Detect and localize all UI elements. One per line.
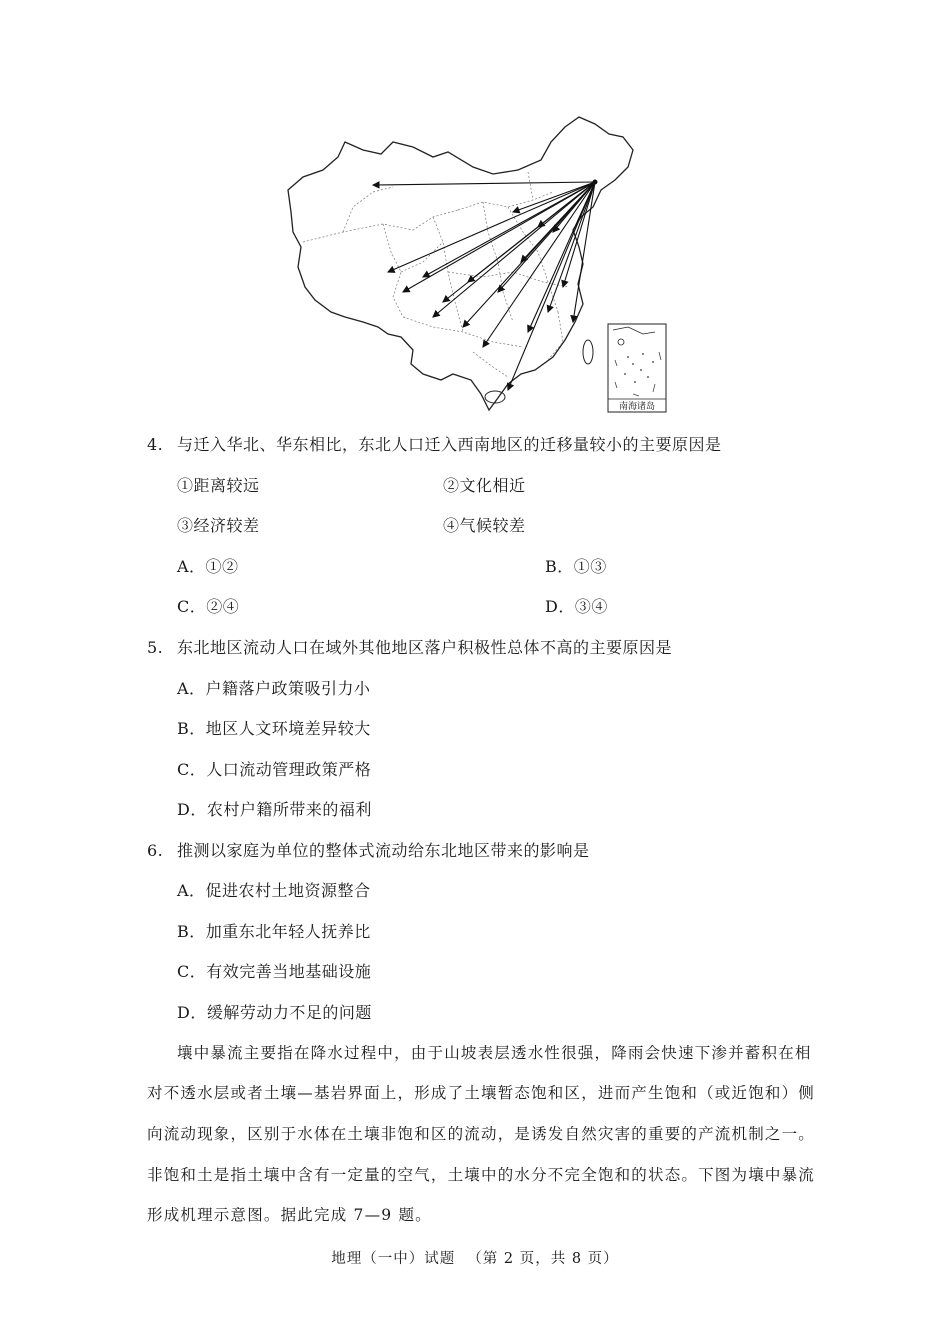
option-c[interactable]: C．有效完善当地基础设施 <box>177 962 372 981</box>
statement-3: ③经济较差 <box>177 516 260 535</box>
question-6-stem <box>147 838 590 861</box>
option-d[interactable]: D．农村户籍所带来的福利 <box>177 800 372 819</box>
passage-line-3: 向流动现象，区别于水体在土壤非饱和区的流动，是诱发自然灾害的重要的产流机制之一。 <box>147 1125 816 1143</box>
inset-label: 南海诸岛 <box>618 402 656 412</box>
question-number: 4. <box>147 435 164 454</box>
migration-map <box>283 112 673 417</box>
page-footer <box>0 1247 950 1268</box>
question-4-stem <box>147 432 722 455</box>
china-migration-map-svg <box>283 112 673 417</box>
option-a[interactable]: A．促进农村土地资源整合 <box>177 881 371 900</box>
option-c[interactable]: C．人口流动管理政策严格 <box>177 760 372 779</box>
question-text: 与迁入华北、华东相比，东北人口迁入西南地区的迁移量较小的主要原因是 <box>177 435 722 454</box>
passage-line-5: 形成机理示意图。据此完成 7—9 题。 <box>147 1206 432 1224</box>
option-d[interactable]: D．缓解劳动力不足的问题 <box>177 1003 372 1022</box>
china-outline <box>288 117 633 410</box>
option-a[interactable]: A．户籍落户政策吸引力小 <box>177 679 371 698</box>
option-b[interactable]: B．①③ <box>545 557 607 576</box>
question-text: 东北地区流动人口在域外其他地区落户积极性总体不高的主要原因是 <box>177 638 673 657</box>
question-number: 5. <box>147 638 164 657</box>
origin-point <box>593 180 598 185</box>
taiwan-island <box>583 340 593 364</box>
passage-line-2: 对不透水层或者土壤—基岩界面上，形成了土壤暂态饱和区，进而产生饱和（或近饱和）侧 <box>147 1084 816 1102</box>
footer-subject: 地理（一中）试题 <box>331 1251 456 1267</box>
option-a[interactable]: A．①② <box>177 557 239 576</box>
option-b[interactable]: B．加重东北年轻人抚养比 <box>177 922 371 941</box>
question-number: 6. <box>147 841 164 860</box>
option-b[interactable]: B．地区人文环境差异较大 <box>177 719 371 738</box>
question-text: 推测以家庭为单位的整体式流动给东北地区带来的影响是 <box>177 841 590 860</box>
statement-4: ④气候较差 <box>443 516 526 535</box>
south-china-sea-inset <box>608 324 666 412</box>
passage-line-1: 壤中暴流主要指在降水过程中，由于山坡表层透水性很强，降雨会快速下渗并蓄积在相 <box>177 1044 812 1062</box>
province-boundaries <box>303 172 568 377</box>
question-5-stem <box>147 635 672 658</box>
statement-2: ②文化相近 <box>443 476 526 495</box>
passage-line-4: 非饱和土是指土壤中含有一定量的空气，土壤中的水分不完全饱和的状态。下图为壤中暴流 <box>147 1166 816 1184</box>
footer-page-info: （第 2 页，共 8 页） <box>467 1251 619 1267</box>
option-c[interactable]: C．②④ <box>177 597 240 616</box>
statement-1: ①距离较远 <box>177 476 260 495</box>
option-d[interactable]: D．③④ <box>545 597 608 616</box>
